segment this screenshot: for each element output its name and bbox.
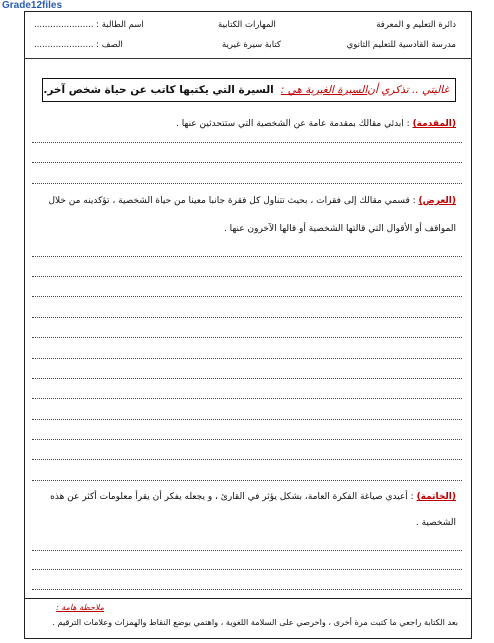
- conclusion-text-1: : أعيدي صياغة الفكرة العامة، بشكل يؤثر في القارئ ، و يجعله يفكر أن يقرأ معلومات أكثر عن هذه: [50, 492, 417, 502]
- school-name: مدرسة القادسية للتعليم الثانوي: [346, 40, 456, 50]
- student-name-label: اسم الطالبة :: [96, 20, 144, 30]
- ministry-name: دائرة التعليم و المعرفة: [376, 20, 456, 30]
- conclusion-instruction-line1: [50, 492, 456, 502]
- intro-label: (المقدمة): [412, 119, 456, 129]
- writing-line[interactable]: [32, 317, 462, 318]
- important-note-label: ملاحظة هامة :: [56, 603, 104, 612]
- conclusion-label: (الخاتمة): [416, 492, 456, 502]
- conclusion-instruction-line2: الشخصية .: [415, 518, 456, 528]
- writing-line[interactable]: [32, 296, 462, 297]
- page-frame: [24, 11, 472, 639]
- writing-line[interactable]: [32, 142, 462, 143]
- writing-line[interactable]: [32, 256, 462, 257]
- body-text-1: : قسمي مقالك إلى فقرات ، بحيث تتناول كل فقرة جانبا معينا من حياة الشخصية ، تؤكدينه من خلال: [48, 196, 419, 206]
- body-label: (العرض): [418, 196, 456, 206]
- writing-line[interactable]: [32, 480, 462, 481]
- writing-line[interactable]: [32, 183, 462, 184]
- student-name-field[interactable]: ......................: [34, 20, 94, 30]
- writing-line[interactable]: [32, 337, 462, 338]
- header-divider: [24, 58, 472, 59]
- intro-instruction: [176, 119, 456, 129]
- intro-text: : ابدئي مقالك بمقدمة عامة عن الشخصية التي ستتحدثين عنها .: [175, 119, 413, 129]
- writing-line[interactable]: [32, 378, 462, 379]
- definition-box: [42, 78, 456, 102]
- writing-line[interactable]: [32, 398, 462, 399]
- subject-title: المهارات الكتابية: [218, 20, 276, 30]
- grade-label: الصف :: [96, 40, 123, 50]
- note-prefix: غاليتي .. تذكري أن: [367, 84, 449, 96]
- important-note-text: بعد الكتابة راجعي ما كتبت مرة أخرى ، واحرصي على السلامة اللغوية ، واهتمي بوضع النقاط والهمزات وعلامات الترقيم .: [52, 617, 458, 627]
- student-name-row: [34, 20, 144, 30]
- writing-line[interactable]: [32, 276, 462, 277]
- writing-line[interactable]: [32, 589, 462, 590]
- grade-field[interactable]: ......................: [34, 40, 94, 50]
- footer-divider: [24, 598, 472, 599]
- note-term: السيرة الغيرية هي :: [280, 84, 368, 96]
- body-instruction-line2: المواقف أو الأقوال التي قالتها الشخصية أو قالها الآخرون عنها .: [223, 224, 456, 234]
- site-watermark: Grade12files: [2, 0, 63, 11]
- writing-line[interactable]: [32, 459, 462, 460]
- writing-line[interactable]: [32, 569, 462, 570]
- grade-row: [34, 40, 123, 50]
- note-definition: السيرة التي يكتبها كاتب عن حياة شخص آخر.: [43, 84, 274, 96]
- writing-line[interactable]: [32, 550, 462, 551]
- writing-line[interactable]: [32, 439, 462, 440]
- writing-line[interactable]: [32, 358, 462, 359]
- writing-line[interactable]: [32, 162, 462, 163]
- writing-line[interactable]: [32, 419, 462, 420]
- body-instruction-line1: [48, 196, 456, 206]
- topic-title: كتابة سيرة غيرية: [222, 40, 281, 50]
